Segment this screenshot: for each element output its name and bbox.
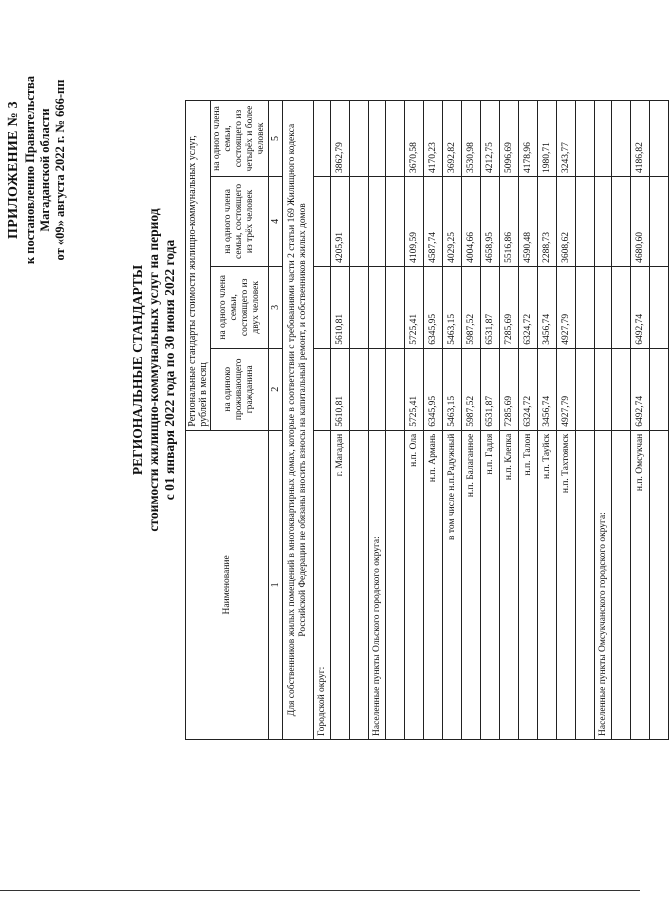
spacer-row [386,101,405,740]
document-title [130,100,178,640]
table-row [331,101,350,740]
col-4-header: на одного члена семьи, состоящего из трёх человек [211,176,269,266]
title-line-2: стоимости жилищно-коммунальных услуг на период [146,208,161,532]
value-cell: 3862,79 [331,101,350,177]
value-cell: 1980,71 [538,101,557,177]
standards-table [185,100,669,740]
value-cell: 4170,23 [424,101,443,177]
annex-number: ПРИЛОЖЕНИЕ № 3 [6,101,21,239]
value-cell: 6345,95 [424,348,443,430]
group-row [595,101,612,740]
table-row [443,101,462,740]
spacer-row [576,101,595,740]
value-cell: 3670,58 [405,101,424,177]
col-name-header: Наименование [186,430,269,739]
col-number: 1 [269,430,283,739]
col-2-header: на одиноко проживающего гражданина [211,348,269,430]
decree-line-2: Магаданской области [38,108,52,232]
table-row [631,101,650,740]
group-label: Населенные пункты Омсукчанского городского округа: [595,430,612,739]
settlement-name: н.п. Тауйск [538,430,557,739]
value-cell: 4927,79 [557,348,576,430]
settlement-name: н.п. Омсукчан [631,430,650,739]
value-cell: 4109,59 [405,176,424,266]
notice-text: Для собственников жилых помещений в многоквартирных домах, которые в соответствии с требованиями части 2 статьи 169 Жилищного кодекса Российской Федерации не обязаны вносить взносы на капитальный ремонт, и собственников жилых домов [283,101,314,740]
decree-line-1: к постановлению Правительства [23,75,37,265]
value-cell: 4186,82 [631,101,650,177]
settlement-name: н.п. Тахтоямск [557,430,576,739]
value-cell: 3530,98 [462,101,481,177]
col-number: 3 [269,266,283,348]
value-cell: 4004,66 [462,176,481,266]
value-cell: 7285,69 [500,266,519,348]
value-cell: 3456,74 [538,266,557,348]
value-cell: 4029,25 [443,176,462,266]
value-cell: 4212,75 [481,101,500,177]
group-row [314,101,331,740]
table-row [538,101,557,740]
table-row [519,101,538,740]
value-cell: 5610,81 [331,348,350,430]
value-cell: 5096,69 [500,101,519,177]
col-number: 4 [269,176,283,266]
column-number-row [269,101,283,740]
value-cell: 5516,86 [500,176,519,266]
value-cell: 5610,81 [331,266,350,348]
spacer-row [612,101,631,740]
value-cell: 2288,73 [538,176,557,266]
value-cell: 5725,41 [405,348,424,430]
settlement-name: н.п. Балаганное [462,430,481,739]
value-cell: 3456,74 [538,348,557,430]
table-header-row [186,101,211,740]
group-header: Региональные стандарты стоимости жилищно-коммунальных услуг, рублей в месяц [186,101,211,431]
document-header [6,25,68,315]
notice-row [283,101,314,740]
value-cell: 5725,41 [405,266,424,348]
value-cell: 6324,72 [519,348,538,430]
page-bottom-edge [0,890,640,891]
value-cell: 3608,62 [557,176,576,266]
settlement-name: н.п. Гадля [481,430,500,739]
value-cell: 4590,48 [519,176,538,266]
col-number: 2 [269,348,283,430]
group-label: Населенные пункты Ольского городского округа: [369,430,386,739]
group-row [369,101,386,740]
value-cell: 3692,82 [443,101,462,177]
value-cell: 6492,74 [631,266,650,348]
value-cell: 5987,52 [462,266,481,348]
value-cell: 4658,95 [481,176,500,266]
value-cell: 3243,77 [557,101,576,177]
title-line-1: РЕГИОНАЛЬНЫЕ СТАНДАРТЫ [130,264,145,476]
value-cell: 6492,74 [631,348,650,430]
table-row [462,101,481,740]
value-cell: 4205,91 [331,176,350,266]
col-number: 5 [269,101,283,177]
value-cell: 4927,79 [557,266,576,348]
value-cell: 7285,69 [500,348,519,430]
spacer-row [350,101,369,740]
settlement-name: н.п. Армань [424,430,443,739]
decree-line-3: от «09» августа 2022 г. № 666-пп [53,79,67,261]
value-cell: 4680,60 [631,176,650,266]
value-cell: 6531,87 [481,348,500,430]
settlement-name: н.п. Ола [405,430,424,739]
value-cell: 4587,74 [424,176,443,266]
table-row [557,101,576,740]
settlement-name: н.п. Клепка [500,430,519,739]
title-line-3: с 01 января 2022 года по 30 июня 2022 года [162,239,177,501]
table-row [405,101,424,740]
value-cell: 5463,15 [443,348,462,430]
value-cell: 5987,52 [462,348,481,430]
table-row [424,101,443,740]
col-3-header: на одного члена семьи, состоящего из двух человек [211,266,269,348]
settlement-name: в том числе н.п.Радужный [443,430,462,739]
table-row [481,101,500,740]
value-cell: 4178,96 [519,101,538,177]
value-cell: 6324,72 [519,266,538,348]
rotated-page-content [0,30,645,870]
value-cell: 6531,87 [481,266,500,348]
settlement-name: н.п. Талон [519,430,538,739]
table-row [500,101,519,740]
spacer-row [650,101,669,740]
value-cell: 5463,15 [443,266,462,348]
col-5-header: на одного члена семьи, состоящего из четырёх и более человек [211,101,269,177]
group-label: Городской округ: [314,430,331,739]
value-cell: 6345,95 [424,266,443,348]
settlement-name: г. Магадан [331,430,350,739]
